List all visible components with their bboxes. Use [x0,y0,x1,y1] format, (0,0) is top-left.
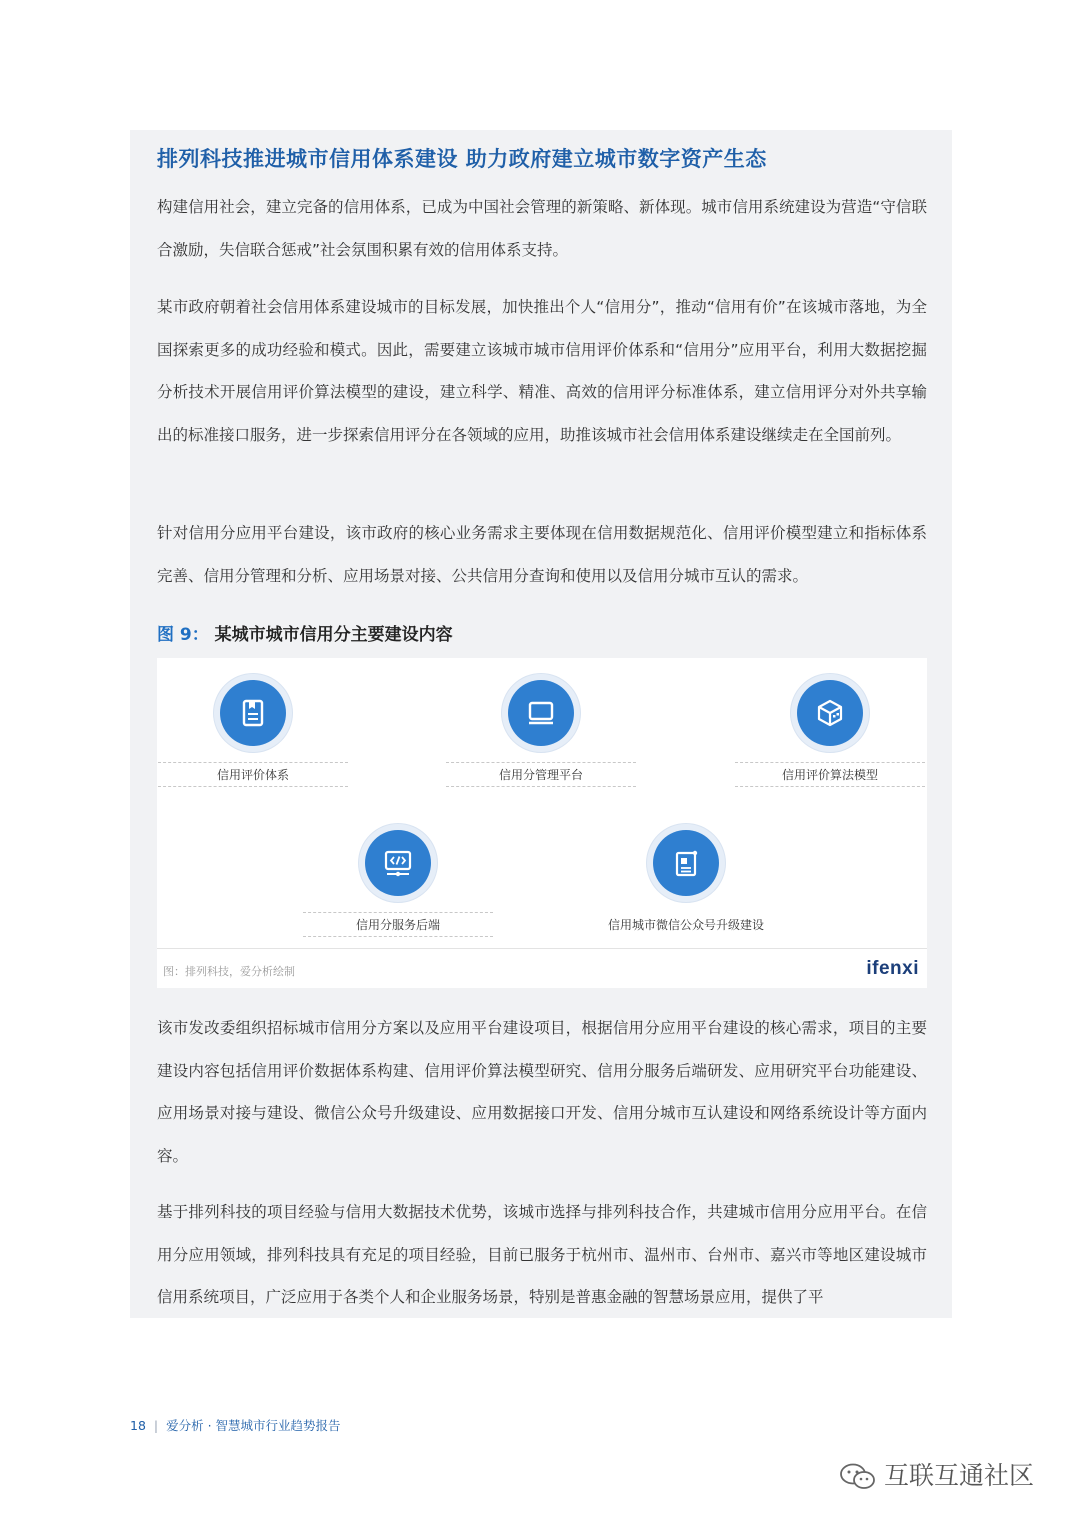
report-title: 爱分析 · 智慧城市行业趋势报告 [166,1418,341,1433]
node-circle [653,830,719,896]
node-label: 信用分服务后端 [355,918,440,932]
node-circle [508,680,574,746]
node-label: 信用评价算法模型 [781,768,878,782]
paragraph-4: 该市发改委组织招标城市信用分方案以及应用平台建设项目，根据信用分应用平台建设的核心需求，项目的主要建设内容包括信用评价数据体系构建、信用评价算法模型研究、信用分服务后端研发、应用研究平台功能建设、应用场景对接与建设、微信公众号升级建设、应用数据接口开发、信用分城市互认建设和网络系统设计等方面内容。 [157,1019,927,1165]
figure-source: 图：排列科技，爱分析绘制 [163,965,295,978]
figure-title [157,620,453,645]
paragraph-1: 构建信用社会，建立完备的信用体系，已成为中国社会管理的新策略、新体现。城市信用系统建设为营造“守信联合激励，失信联合惩戒”社会氛围积累有效的信用体系支持。 [157,198,927,259]
code-icon [383,848,413,878]
figure-diagram [157,658,927,988]
figure-divider [157,948,927,949]
figure-caption: 某城市城市信用分主要建设内容 [214,625,453,645]
article-icon [671,848,701,878]
footer-separator: | [153,1418,159,1433]
figure-number: 图 9： [157,625,209,645]
paragraph-3: 针对信用分应用平台建设，该市政府的核心业务需求主要体现在信用数据规范化、信用评价模型建立和指标体系完善、信用分管理和分析、应用场景对接、公共信用分查询和使用以及信用分城市互认的需求。 [157,524,927,585]
wechat-icon [838,1462,878,1492]
node-label: 信用城市微信公众号升级建设 [607,918,764,932]
watermark-text: 互联互通社区 [884,1461,1035,1490]
page-number: 18 [130,1418,146,1433]
node-circle [220,680,286,746]
node-circle [365,830,431,896]
node-circle [797,680,863,746]
watermark [838,1456,1034,1492]
section-heading: 排列科技推进城市信用体系建设 助力政府建立城市数字资产生态 [157,147,767,171]
paragraph-2: 某市政府朝着社会信用体系建设城市的目标发展，加快推出个人“信用分”，推动“信用有价”在该城市落地，为全国探索更多的成功经验和模式。因此，需要建立该城市城市信用评价体系和“信用分”应用平台，利用大数据挖掘分析技术开展信用评价算法模型的建设，建立科学、精准、高效的信用评分标准体系，建立信用评分对外共享输出的标准接口服务，进一步探索信用评分在各领域的应用，助推该城市社会信用体系建设继续走在全国前列。 [157,298,927,444]
node-label: 信用评价体系 [216,768,289,782]
ifenxi-logo: ifenxi [866,958,919,979]
document-icon [238,698,268,728]
paragraph-5: 基于排列科技的项目经验与信用大数据技术优势，该城市选择与排列科技合作，共建城市信用分应用平台。在信用分应用领域，排列科技具有充足的项目经验，目前已服务于杭州市、温州市、台州市、嘉兴市等地区建设城市信用系统项目，广泛应用于各类个人和企业服务场景，特别是普惠金融的智慧场景应用，提供了平 [157,1203,927,1306]
cube-icon [815,698,845,728]
page-footer [130,1416,341,1434]
node-label: 信用分管理平台 [498,768,583,782]
monitor-icon [526,698,556,728]
